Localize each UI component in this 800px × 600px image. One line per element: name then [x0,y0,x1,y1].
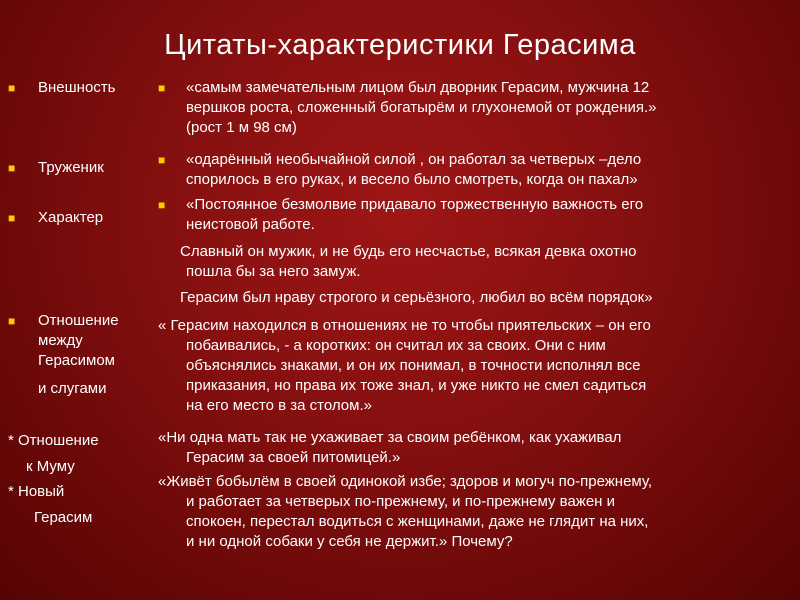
label-worker: Труженик [38,159,104,176]
bullet-square-icon: ■ [158,153,166,167]
text-line: «Живёт бобылём в своей одинокой избе; здоров и могуч по-прежнему, [158,473,653,490]
text-line: объяснялись знаками, и он их понимал, в точности исполнял все [186,357,641,374]
bullet-square-icon: ■ [8,81,16,95]
page-title: Цитаты-характеристики Герасима [164,29,636,61]
text-line: Отношение [38,312,119,329]
text-line: Герасим [34,509,93,526]
text-line: к Муму [26,458,75,475]
text-line: между [38,332,83,349]
text-line: неистовой работе. [186,216,315,233]
bullet-square-icon: ■ [158,81,166,95]
text-line: Герасим был нраву строгого и серьёзного, любил во всём порядок» [180,289,653,306]
text-line: Герасим за своей питомицей.» [186,449,401,466]
bullet-square-icon: ■ [158,198,166,212]
text-line: «одарённый необычайной силой , он работал за четверых –дело [186,151,642,168]
text-line: вершков роста, сложенный богатырём и глухонемой от рождения.» [186,99,657,116]
bullet-square-icon: ■ [8,211,16,225]
text-line: Славный он мужик, и не будь его несчастье, всякая девка охотно [180,243,637,260]
text-line: « Герасим находился в отношениях не то чтобы приятельских – он его [158,317,651,334]
text-line: и работает за четверых по-прежнему, и по-прежнему важен и [186,493,615,510]
text-line: пошла бы за него замуж. [186,263,361,280]
text-line: «Постоянное безмолвие придавало торжественную важность его [186,196,644,213]
bullet-square-icon: ■ [8,161,16,175]
text-line: и ни одной собаки у себя не держит.» Почему? [186,533,513,550]
text-line: Герасимом [38,352,115,369]
label-character: Характер [38,209,104,226]
text-line: спокоен, перестал водиться с женщинами, даже не глядит на них, [186,513,649,530]
label-appearance: Внешность [38,79,116,96]
label-relation-mumu [8,431,99,477]
text-line: * Отношение [8,432,99,449]
text-line: на его место в за столом.» [186,397,372,414]
text-line: приказания, но права их тоже знал, и уже никто не смел садиться [186,377,647,394]
bullet-square-icon: ■ [8,314,16,328]
label-relation-servants [38,311,148,399]
label-new-gerasim [8,482,92,528]
text-line: спорилось в его руках, и весело было смотреть, когда он пахал» [186,171,638,188]
text-line: «Ни одна мать так не ухаживает за своим ребёнком, как ухаживал [158,429,622,446]
text-line: (рост 1 м 98 см) [186,119,297,136]
text-line: и слугами [38,380,107,397]
text-line: «самым замечательным лицом был дворник Герасим, мужчина 12 [186,79,650,96]
text-line: побаивались, - а коротких: он считал их за своих. Они с ним [186,337,606,354]
text-line: * Новый [8,483,65,500]
